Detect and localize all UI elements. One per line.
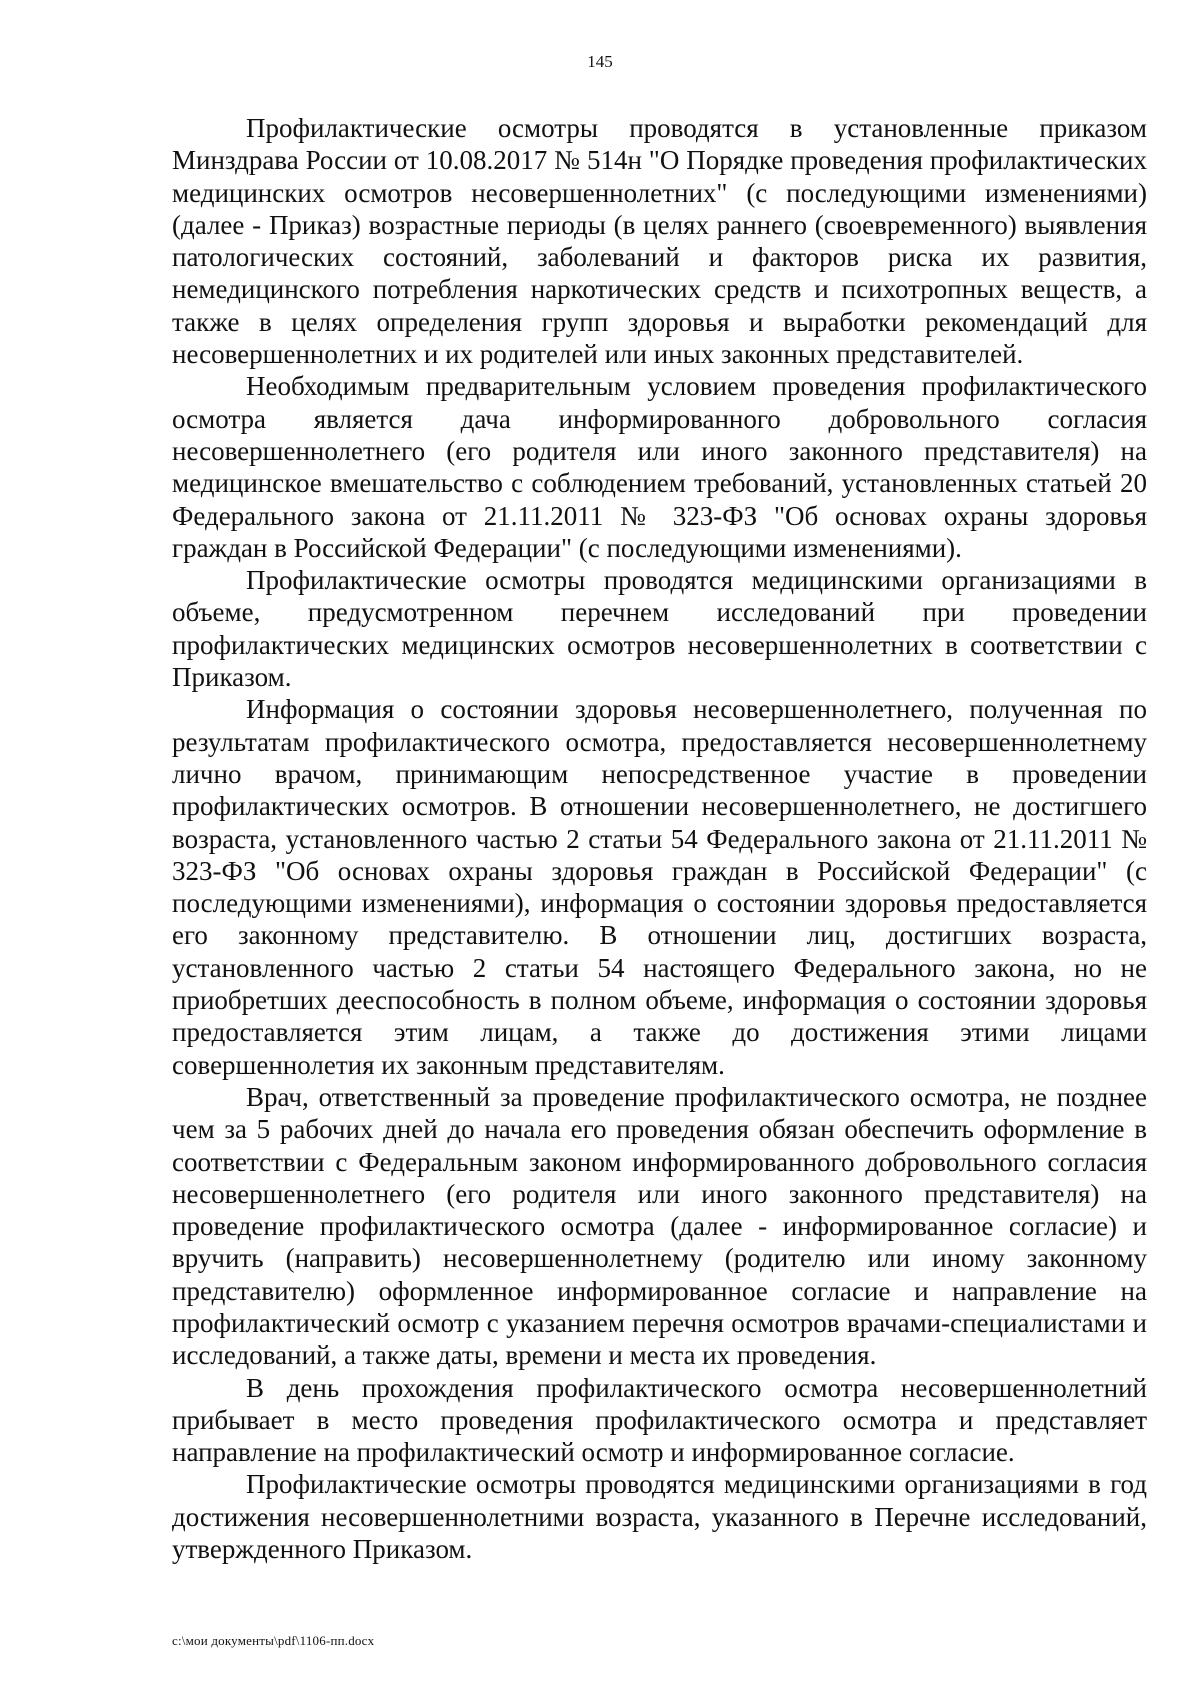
paragraph-informed-consent-requirement: Необходимым предварительным условием проведения профилактического осмотра является дача информированного добровольного согласия несовершеннолетнего (его родителя или иного законного представителя) на медицинское вмешательство с соблюдением требований, установленных статьей 20 Федерального закона от 21.11.2011 № 323-ФЗ "Об основах охраны здоровья граждан в Российской Федерации" (с последующими изменениями). xyxy=(172,371,1147,563)
footer-file-path: c:\мои документы\pdf\1106-пп.docx xyxy=(172,1633,375,1648)
paragraph-checkup-scope: Профилактические осмотры проводятся медицинскими организациями в объеме, предусмотренном перечнем исследований при проведении профилактических медицинских осмотров несовершеннолетних в соответствии с Приказом. xyxy=(172,565,1147,693)
paragraph-health-information-disclosure: Информация о состоянии здоровья несовершеннолетнего, полученная по результатам профилактического осмотра, предоставляется несовершеннолетнему лично врачом, принимающим непосредственное участие в проведении профилактических осмотров. В отношении несовершеннолетнего, не достигшего возраста, установленного частью 2 статьи 54 Федерального закона от 21.11.2011 № 323-ФЗ "Об основах охраны здоровья граждан в Российской Федерации" (с последующими изменениями), информация о состоянии здоровья предоставляется его законному представителю. В отношении лиц, достигших возраста, установленного частью 2 статьи 54 настоящего Федерального закона, но не приобретших дееспособность в полном объеме, информация о состоянии здоровья предоставляется этим лицам, а также до достижения этими лицами совершеннолетия их законным представителям. xyxy=(172,694,1147,1080)
paragraph-checkup-day: В день прохождения профилактического осмотра несовершеннолетний прибывает в место проведения профилактического осмотра и представляет направление на профилактический осмотр и информированное согласие. xyxy=(172,1372,1147,1468)
paragraph-checkup-year: Профилактические осмотры проводятся медицинскими организациями в год достижения несовершеннолетними возраста, указанного в Перечне исследований, утвержденного Приказом. xyxy=(172,1469,1147,1565)
paragraph-checkup-age-periods: Профилактические осмотры проводятся в установленные приказом Минздрава России от 10.08.2017 № 514н "О Порядке проведения профилактических медицинских осмотров несовершеннолетних" (с последующими изменениями) (далее - Приказ) возрастные периоды (в целях раннего (своевременного) выявления патологических состояний, заболеваний и факторов риска их развития, немедицинского потребления наркотических средств и психотропных веществ, а также в целях определения групп здоровья и выработки рекомендаций для несовершеннолетних и их родителей или иных законных представителей. xyxy=(172,113,1147,370)
document-body xyxy=(172,112,1147,1565)
page-number: 145 xyxy=(587,52,613,71)
paragraph-doctor-responsibilities: Врач, ответственный за проведение профилактического осмотра, не позднее чем за 5 рабочих дней до начала его проведения обязан обеспечить оформление в соответствии с Федеральным законом информированного добровольного согласия несовершеннолетнего (его родителя или иного законного представителя) на проведение профилактического осмотра (далее - информированное согласие) и вручить (направить) несовершеннолетнему (родителю или иному законному представителю) оформленное информированное согласие и направление на профилактический осмотр с указанием перечня осмотров врачами-специалистами и исследований, а также даты, времени и места их проведения. xyxy=(172,1081,1147,1371)
